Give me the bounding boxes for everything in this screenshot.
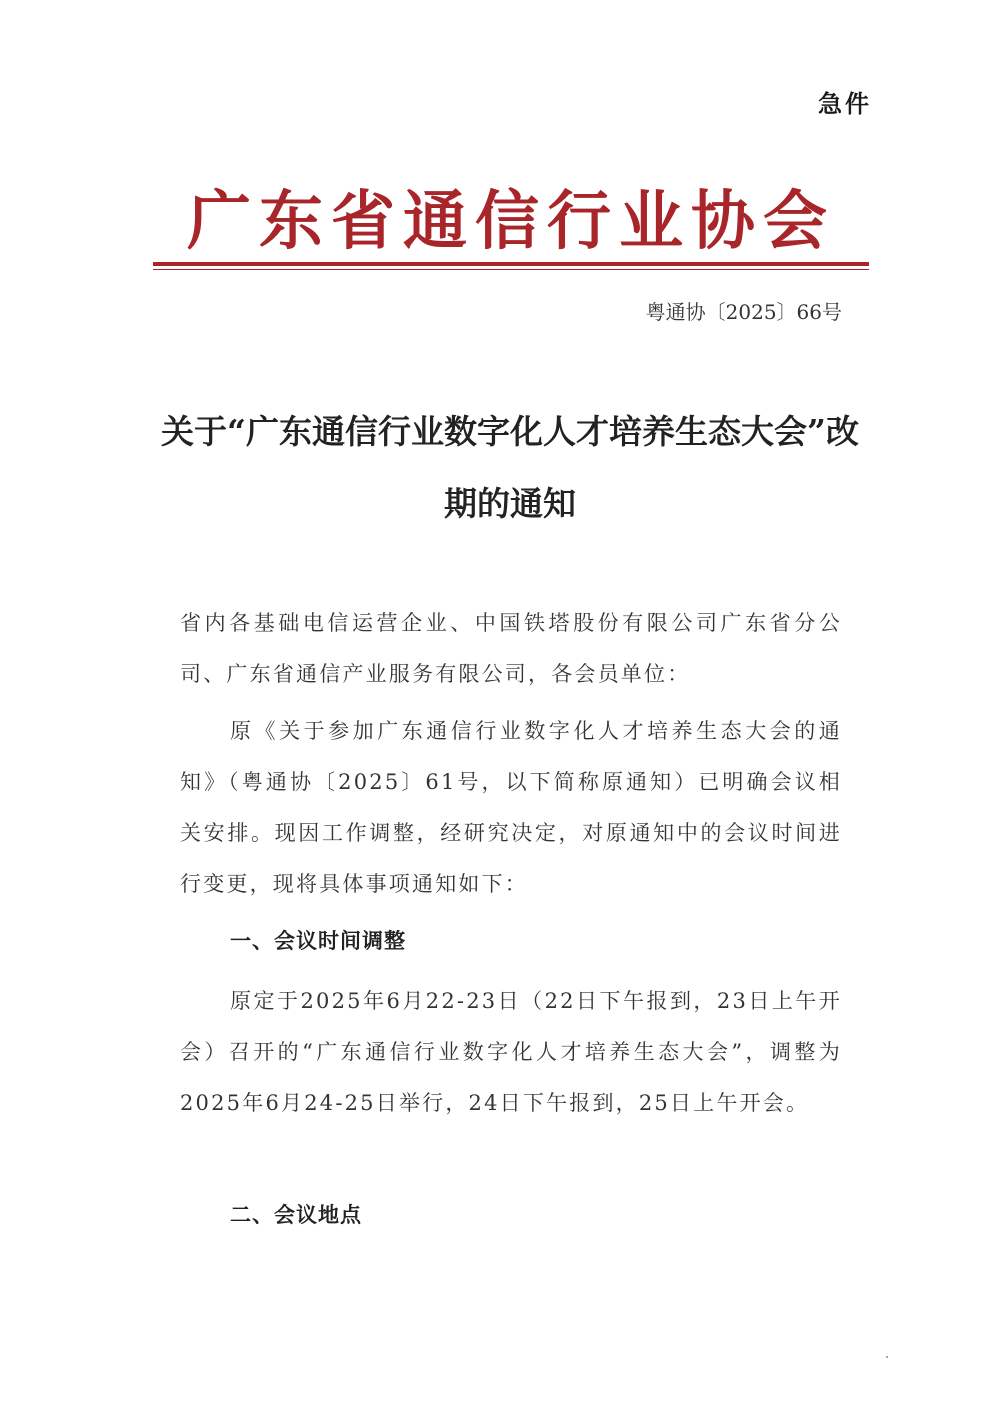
scan-speck: [886, 1356, 888, 1358]
section-heading-location: 二、会议地点: [230, 1203, 362, 1227]
letterhead-divider: [153, 262, 869, 266]
letterhead-divider-thin: [153, 269, 869, 270]
document-title: 关于“广东通信行业数字化人才培养生态大会”改期的通知: [161, 412, 859, 523]
addressee: 省内各基础电信运营企业、中国铁塔股份有限公司广东省分公司、广东省通信产业服务有限公司，各会员单位：: [180, 611, 842, 686]
document-number: 粤通协〔2025〕66号: [645, 300, 842, 324]
urgent-label: 急件: [818, 90, 872, 118]
section-heading-time: 一、会议时间调整: [230, 929, 406, 953]
intro-paragraph: 原《关于参加广东通信行业数字化人才培养生态大会的通知》（粤通协〔2025〕61号，以下简称原通知）已明确会议相关安排。现因工作调整，经研究决定，对原通知中的会议时间进行变更，现将具体事项通知如下：: [180, 719, 842, 896]
section-body-time: 原定于2025年6月22-23日（22日下午报到，23日上午开会）召开的“广东通信行业数字化人才培养生态大会”，调整为2025年6月24-25日举行，24日下午报到，25日上午开会。: [180, 989, 842, 1115]
organization-letterhead: 广东省通信行业协会: [187, 185, 835, 259]
